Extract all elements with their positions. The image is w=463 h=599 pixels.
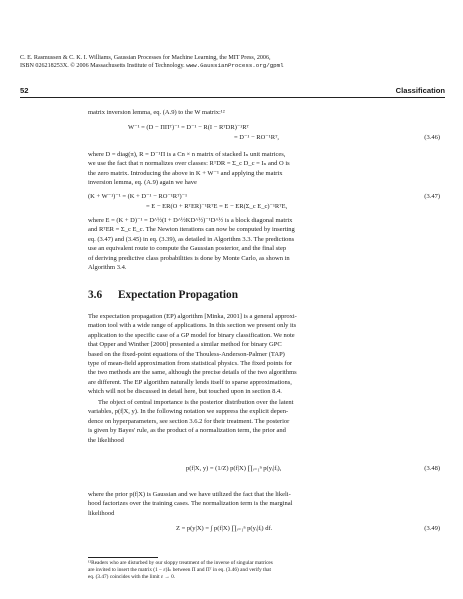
header-line-1: C. E. Rasmussen & C. K. I. Williams, Gaussian Processes for Machine Learning, the MIT Press, 2006, xyxy=(20,55,271,61)
paragraph-line: are different. The EP algorithm naturally lends itself to sparse approximations, xyxy=(88,378,292,386)
paragraph-posterior xyxy=(88,398,440,445)
header-rule xyxy=(20,97,445,98)
equation-3-46-b: = D⁻¹ − RO⁻¹Rᵀ, xyxy=(234,134,280,141)
paragraph-line: that Opper and Winther [2000] presented a similar method for binary GPC xyxy=(88,341,282,349)
page-header xyxy=(20,54,450,70)
paragraph-line: we use the fact that π normalizes over classes: RᵀDR = Σ_c D_c = Iₙ and O is xyxy=(88,160,290,168)
equation-3-47-b: = E − ER(O + RᵀER)⁻¹RᵀE = E − ER(Σ_c E_c)⁻¹RᵀE, xyxy=(146,203,288,210)
paragraph-line: where the prior p(f|X) is Gaussian and we have utilized the fact that the likeli- xyxy=(88,491,291,498)
paragraph-line: Algorithm 3.4. xyxy=(88,264,127,272)
footnote-line: are invited to insert the matrix (1 − ε)Iₙ between Π and Πᵀ in eq. (3.46) and verify that xyxy=(88,567,271,574)
equation-number-3-46: (3.46) xyxy=(424,134,440,141)
header-url[interactable]: www.GaussianProcess.org/gpml xyxy=(186,62,284,70)
footnote-line: eq. (3.47) coincides with the limit ε → 0. xyxy=(88,574,176,581)
equation-3-46-line-1 xyxy=(88,123,440,132)
equation-number-3-48: (3.48) xyxy=(424,465,440,472)
paragraph-line: hood factorizes over the training cases. The normalization term is the marginal xyxy=(88,500,293,508)
paragraph-line: The object of central importance is the posterior distribution over the latent xyxy=(98,399,294,406)
header-line-2 xyxy=(20,62,450,70)
paragraph-line: based on the fixed-point equations of the Thouless-Anderson-Palmer (TAP) xyxy=(88,350,285,358)
paragraph-line: the likelihood xyxy=(88,436,124,444)
paragraph-where-d xyxy=(88,150,440,188)
paragraph-line: which will not be discussed in detail here, but touched upon in section 8.4. xyxy=(88,388,282,396)
equation-3-46-line-2 xyxy=(88,133,440,142)
paragraph-line: the zero matrix. Introducing the above in K + W⁻¹ and applying the matrix xyxy=(88,169,283,177)
paragraph-line: application to the specific case of a GP model for binary classification. We note xyxy=(88,331,295,339)
paragraph-prior xyxy=(88,490,440,518)
footnote-line: ¹²Readers who are disturbed by our sloppy treatment of the inverse of singular matrices xyxy=(88,560,273,566)
equation-3-48 xyxy=(88,464,440,473)
paragraph-line: type of mean-field approximation from statistical physics. The fixed points for xyxy=(88,360,293,368)
paragraph-line: The expectation propagation (EP) algorithm [Minka, 2001] is a general approxi- xyxy=(88,313,297,320)
header-isbn-copyright: ISBN 026218253X. © 2006 Massachusetts Institute of Technology. xyxy=(20,63,185,70)
paragraph-line: eq. (3.47) and (3.45) in eq. (3.39), as detailed in Algorithm 3.3. The predictions xyxy=(88,235,295,243)
equation-3-49-body: Z = p(y|X) = ∫ p(f|X) ∏ᵢ₌₁ⁿ p(yᵢ|fᵢ) df. xyxy=(176,525,273,532)
paragraph-line: where D = diag(π), R = D⁻¹Π is a Cn × n matrix of stacked Iₙ unit matrices, xyxy=(88,151,286,158)
equation-3-47-line-2 xyxy=(88,202,440,211)
equation-3-49 xyxy=(88,524,440,533)
paragraph-line: of deriving predictive class probabilities is done by Monte Carlo, as shown in xyxy=(88,254,290,262)
equation-number-3-49: (3.49) xyxy=(424,525,440,532)
running-head xyxy=(20,86,445,95)
equation-number-3-47: (3.47) xyxy=(424,193,440,200)
footnote xyxy=(88,560,440,582)
paragraph-where-e xyxy=(88,216,440,272)
paragraph-line: and RᵀER = Σ_c E_c. The Newton iterations can now be computed by inserting xyxy=(88,226,295,234)
running-section-title: Classification xyxy=(395,86,445,95)
paragraph-line: likelihood xyxy=(88,509,115,517)
paragraph-line: use an equivalent route to compute the Gaussian posterior, and the final step xyxy=(88,245,287,253)
section-heading xyxy=(88,289,238,301)
equation-3-46-a: W⁻¹ = (D − ΠΠᵀ)⁻¹ = D⁻¹ − R(I − RᵀDR)⁻¹Rᵀ xyxy=(128,124,249,131)
page-number: 52 xyxy=(20,86,29,95)
paragraph-line: dence on hyperparameters, see section 3.6.2 for their treatment. The posterior xyxy=(88,417,290,425)
paragraph-line: the two methods are the same, although the precise details of the two algorithms xyxy=(88,369,297,377)
equation-3-47-line-1 xyxy=(88,192,440,201)
section-number: 3.6 xyxy=(88,289,103,301)
equation-3-47-a: (K + W⁻¹)⁻¹ = (K + D⁻¹ − RO⁻¹Rᵀ)⁻¹ xyxy=(88,193,188,200)
paragraph-intro: matrix inversion lemma, eq. (A.9) to the W matrix:¹² xyxy=(88,109,225,116)
equation-3-48-body: p(f|X, y) = (1/Z) p(f|X) ∏ᵢ₌₁ⁿ p(yᵢ|fᵢ), xyxy=(186,465,282,472)
paragraph-line: variables, p(f|X, y). In the following notation we suppress the explicit depen- xyxy=(88,408,289,416)
paragraph-ep-intro xyxy=(88,312,440,397)
paragraph-line: is given by Bayes' rule, as the product of a normalization term, the prior and xyxy=(88,427,286,435)
paragraph-line: mation tool with a wide range of applications. In this section we present only its xyxy=(88,322,297,330)
paragraph-line: inversion lemma, eq. (A.9) again we have xyxy=(88,179,197,187)
footnote-rule xyxy=(88,557,158,558)
paragraph-line: where E = (K + D)⁻¹ = D^½(I + D^½KD^½)⁻¹D^½ is a block diagonal matrix xyxy=(88,217,293,224)
section-title: Expectation Propagation xyxy=(118,289,238,301)
